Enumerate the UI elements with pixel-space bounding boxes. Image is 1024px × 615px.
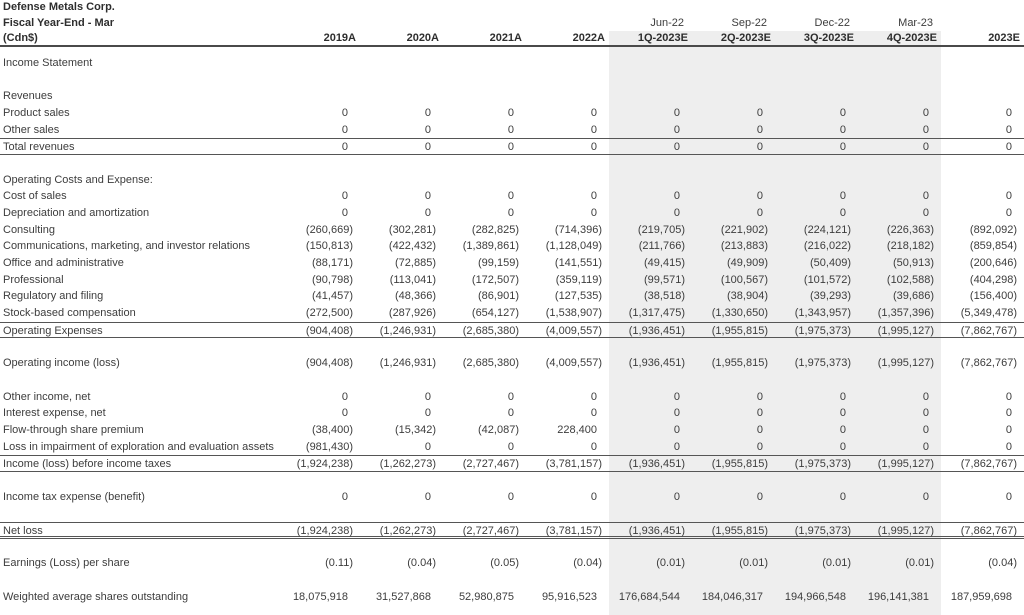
value-cell: (0.04) xyxy=(573,557,602,570)
row-label: Professional xyxy=(3,273,64,286)
value-cell: 0 xyxy=(590,190,597,203)
value-cell: (5,349,478) xyxy=(960,307,1017,320)
value-cell: 0 xyxy=(839,123,846,136)
fiscal-year-end-label: Fiscal Year-End - Mar xyxy=(3,16,115,29)
value-cell: 0 xyxy=(1005,390,1012,403)
value-cell: 0 xyxy=(756,440,763,453)
value-cell: 0 xyxy=(839,390,846,403)
column-header: 2023E xyxy=(988,32,1020,45)
value-cell: (1,936,451) xyxy=(628,357,685,370)
column-header: 2019A xyxy=(323,32,356,45)
table-row xyxy=(0,255,1024,272)
row-label: Income Statement xyxy=(3,56,93,69)
value-cell: (1,995,127) xyxy=(877,324,934,337)
value-cell: 0 xyxy=(424,123,431,136)
value-cell: 0 xyxy=(341,390,348,403)
period-date-header: Sep-22 xyxy=(731,16,767,29)
row-label: Loss in impairment of exploration and evaluation assets xyxy=(3,440,274,453)
table-row xyxy=(0,355,1024,372)
value-cell: (219,705) xyxy=(637,223,685,236)
value-cell: (50,913) xyxy=(893,257,934,270)
value-cell: 0 xyxy=(1005,123,1012,136)
value-cell: 0 xyxy=(507,206,514,219)
value-cell: 184,046,317 xyxy=(701,590,763,603)
value-cell: 0 xyxy=(673,141,680,154)
table-row xyxy=(0,455,1024,472)
value-cell: (404,298) xyxy=(969,273,1017,286)
column-header: 2020A xyxy=(406,32,439,45)
period-date-header: Jun-22 xyxy=(650,16,684,29)
column-header: 1Q-2023E xyxy=(637,32,688,45)
value-cell: (1,955,815) xyxy=(711,357,768,370)
value-cell: 228,400 xyxy=(557,423,597,436)
value-cell: 0 xyxy=(922,206,929,219)
value-cell: (1,995,127) xyxy=(877,357,934,370)
value-cell: 0 xyxy=(756,106,763,119)
value-cell: 0 xyxy=(590,141,597,154)
value-cell: 0 xyxy=(507,440,514,453)
table-row xyxy=(0,105,1024,122)
value-cell: 0 xyxy=(922,390,929,403)
table-row xyxy=(0,288,1024,305)
value-cell: 0 xyxy=(590,440,597,453)
value-cell: (1,330,650) xyxy=(711,307,768,320)
value-cell: 52,980,875 xyxy=(458,590,514,603)
value-cell: (1,389,861) xyxy=(462,240,519,253)
value-cell: 0 xyxy=(922,141,929,154)
value-cell: 0 xyxy=(424,106,431,119)
row-label: Cost of sales xyxy=(3,190,67,203)
header-row-fiscal-and-dates xyxy=(0,16,1024,32)
value-cell: (88,171) xyxy=(312,257,353,270)
value-cell: (654,127) xyxy=(471,307,519,320)
value-cell: 0 xyxy=(922,106,929,119)
row-label: Weighted average shares outstanding xyxy=(3,590,189,603)
value-cell: 0 xyxy=(507,106,514,119)
value-cell: (39,293) xyxy=(810,290,851,303)
value-cell: (0.04) xyxy=(407,557,436,570)
row-label: Office and administrative xyxy=(3,257,124,270)
value-cell: (50,409) xyxy=(810,257,851,270)
column-header: 3Q-2023E xyxy=(803,32,854,45)
value-cell: (1,955,815) xyxy=(711,324,768,337)
value-cell: 0 xyxy=(341,141,348,154)
value-cell: 0 xyxy=(673,490,680,503)
value-cell: (224,121) xyxy=(803,223,851,236)
value-cell: 0 xyxy=(424,141,431,154)
value-cell: (49,415) xyxy=(644,257,685,270)
value-cell: 0 xyxy=(756,490,763,503)
value-cell: (101,572) xyxy=(803,273,851,286)
value-cell: (216,022) xyxy=(803,240,851,253)
table-row xyxy=(0,389,1024,406)
section-row xyxy=(0,172,1024,189)
value-cell: 0 xyxy=(922,490,929,503)
table-row xyxy=(0,222,1024,239)
value-cell: 0 xyxy=(673,190,680,203)
spacer-row xyxy=(0,338,1024,355)
value-cell: 0 xyxy=(756,141,763,154)
statement-body xyxy=(0,47,1024,606)
value-cell: (302,281) xyxy=(388,223,436,236)
table-row xyxy=(0,322,1024,339)
header-row-columns xyxy=(0,31,1024,47)
table-row xyxy=(0,555,1024,572)
value-cell: (1,246,931) xyxy=(379,357,436,370)
value-cell: 0 xyxy=(839,190,846,203)
value-cell: 0 xyxy=(922,123,929,136)
period-date-header: Dec-22 xyxy=(814,16,850,29)
value-cell: 194,966,548 xyxy=(784,590,846,603)
company-name: Defense Metals Corp. xyxy=(3,1,115,13)
table-row xyxy=(0,405,1024,422)
value-cell: 0 xyxy=(507,407,514,420)
row-label: Income tax expense (benefit) xyxy=(3,490,145,503)
value-cell: (1,995,127) xyxy=(877,458,934,471)
value-cell: 0 xyxy=(590,206,597,219)
value-cell: (7,862,767) xyxy=(960,324,1017,337)
currency-label: (Cdn$) xyxy=(3,32,38,45)
spacer-row xyxy=(0,372,1024,389)
row-label: Operating Expenses xyxy=(3,324,103,337)
value-cell: (156,400) xyxy=(969,290,1017,303)
value-cell: (981,430) xyxy=(305,440,353,453)
value-cell: 0 xyxy=(507,141,514,154)
value-cell: 0 xyxy=(507,123,514,136)
value-cell: (359,119) xyxy=(555,273,602,286)
value-cell: (1,955,815) xyxy=(711,525,768,538)
value-cell: 0 xyxy=(341,123,348,136)
table-row xyxy=(0,238,1024,255)
value-cell: (218,182) xyxy=(886,240,934,253)
row-label: Other sales xyxy=(3,123,60,136)
value-cell: 0 xyxy=(507,390,514,403)
value-cell: (172,507) xyxy=(471,273,519,286)
value-cell: 0 xyxy=(839,206,846,219)
value-cell: (1,975,373) xyxy=(794,324,851,337)
value-cell: 0 xyxy=(756,206,763,219)
row-label: Stock-based compensation xyxy=(3,307,136,320)
table-row xyxy=(0,489,1024,506)
row-label: Earnings (Loss) per share xyxy=(3,557,130,570)
value-cell: (7,862,767) xyxy=(960,458,1017,471)
value-cell: (3,781,157) xyxy=(545,458,602,471)
value-cell: 0 xyxy=(756,123,763,136)
value-cell: 0 xyxy=(1005,106,1012,119)
value-cell: 0 xyxy=(922,407,929,420)
value-cell: 0 xyxy=(424,390,431,403)
value-cell: (7,862,767) xyxy=(960,525,1017,538)
value-cell: (1,936,451) xyxy=(628,525,685,538)
value-cell: (141,551) xyxy=(554,257,602,270)
value-cell: (0.11) xyxy=(325,557,353,570)
value-cell: (200,646) xyxy=(969,257,1017,270)
value-cell: 0 xyxy=(839,490,846,503)
section-row xyxy=(0,55,1024,72)
row-label: Revenues xyxy=(3,90,53,103)
header-row-company xyxy=(0,0,1024,16)
value-cell: 0 xyxy=(590,490,597,503)
value-cell: 0 xyxy=(1005,407,1012,420)
value-cell: (0.05) xyxy=(490,557,519,570)
value-cell: (2,685,380) xyxy=(462,357,519,370)
value-cell: 0 xyxy=(424,407,431,420)
value-cell: (1,924,238) xyxy=(296,458,353,471)
value-cell: (127,535) xyxy=(554,290,602,303)
table-row xyxy=(0,439,1024,456)
value-cell: 0 xyxy=(839,440,846,453)
value-cell: (1,262,273) xyxy=(379,525,436,538)
table-row xyxy=(0,122,1024,139)
value-cell: (1,262,273) xyxy=(379,458,436,471)
row-label: Net loss xyxy=(3,525,43,538)
table-row xyxy=(0,422,1024,439)
value-cell: (72,885) xyxy=(395,257,436,270)
value-cell: (1,357,396) xyxy=(877,307,934,320)
row-label: Interest expense, net xyxy=(3,407,106,420)
value-cell: 95,916,523 xyxy=(541,590,597,603)
value-cell: (2,727,467) xyxy=(462,525,519,538)
value-cell: 0 xyxy=(590,407,597,420)
table-row xyxy=(0,205,1024,222)
value-cell: 0 xyxy=(590,390,597,403)
value-cell: 0 xyxy=(507,190,514,203)
spacer-row xyxy=(0,505,1024,522)
value-cell: (260,669) xyxy=(305,223,353,236)
value-cell: (3,781,157) xyxy=(545,525,602,538)
value-cell: 0 xyxy=(756,190,763,203)
value-cell: (272,500) xyxy=(305,307,353,320)
value-cell: 0 xyxy=(1005,206,1012,219)
value-cell: 0 xyxy=(673,390,680,403)
value-cell: (287,926) xyxy=(388,307,436,320)
value-cell: (221,902) xyxy=(720,223,768,236)
value-cell: 0 xyxy=(341,106,348,119)
section-row xyxy=(0,88,1024,105)
value-cell: (2,685,380) xyxy=(462,324,519,337)
period-date-header: Mar-23 xyxy=(898,16,933,29)
row-label: Product sales xyxy=(3,106,70,119)
value-cell: 0 xyxy=(922,440,929,453)
value-cell: (0.01) xyxy=(656,557,685,570)
value-cell: (38,518) xyxy=(644,290,685,303)
row-label: Operating Costs and Expense: xyxy=(3,173,153,186)
value-cell: 0 xyxy=(756,407,763,420)
column-header: 2021A xyxy=(489,32,522,45)
row-label: Regulatory and filing xyxy=(3,290,104,303)
value-cell: (41,457) xyxy=(312,290,353,303)
value-cell: 0 xyxy=(590,123,597,136)
value-cell: 0 xyxy=(341,190,348,203)
value-cell: 0 xyxy=(424,440,431,453)
value-cell: (90,798) xyxy=(312,273,353,286)
spacer-row xyxy=(0,572,1024,589)
value-cell: 0 xyxy=(341,490,348,503)
value-cell: (1,975,373) xyxy=(794,357,851,370)
value-cell: (48,366) xyxy=(395,290,436,303)
value-cell: 0 xyxy=(341,407,348,420)
value-cell: 0 xyxy=(673,123,680,136)
row-label: Other income, net xyxy=(3,390,91,403)
value-cell: (0.01) xyxy=(822,557,851,570)
value-cell: (1,936,451) xyxy=(628,324,685,337)
value-cell: (4,009,557) xyxy=(545,357,602,370)
value-cell: (1,538,907) xyxy=(545,307,602,320)
value-cell: 0 xyxy=(1005,440,1012,453)
value-cell: 0 xyxy=(673,106,680,119)
value-cell: (1,128,049) xyxy=(545,240,602,253)
value-cell: (714,396) xyxy=(554,223,602,236)
value-cell: (892,092) xyxy=(969,223,1017,236)
value-cell: 31,527,868 xyxy=(375,590,431,603)
value-cell: (904,408) xyxy=(305,357,353,370)
value-cell: (100,567) xyxy=(720,273,768,286)
spacer-row xyxy=(0,71,1024,88)
value-cell: 196,141,381 xyxy=(867,590,929,603)
table-row xyxy=(0,589,1024,606)
value-cell: 0 xyxy=(590,106,597,119)
value-cell: 0 xyxy=(673,440,680,453)
value-cell: 0 xyxy=(839,141,846,154)
value-cell: 0 xyxy=(1005,490,1012,503)
row-label: Consulting xyxy=(3,223,55,236)
value-cell: (859,854) xyxy=(969,240,1017,253)
value-cell: (39,686) xyxy=(893,290,934,303)
table-row xyxy=(0,305,1024,322)
value-cell: 0 xyxy=(922,423,929,436)
value-cell: 0 xyxy=(756,390,763,403)
value-cell: (226,363) xyxy=(886,223,934,236)
value-cell: (99,571) xyxy=(644,273,685,286)
table-row xyxy=(0,188,1024,205)
column-header: 2022A xyxy=(572,32,605,45)
value-cell: 0 xyxy=(839,106,846,119)
value-cell: (1,995,127) xyxy=(877,525,934,538)
value-cell: (99,159) xyxy=(478,257,519,270)
value-cell: (904,408) xyxy=(305,324,353,337)
value-cell: (0.01) xyxy=(739,557,768,570)
column-header: 4Q-2023E xyxy=(886,32,937,45)
value-cell: 0 xyxy=(424,190,431,203)
value-cell: 0 xyxy=(1005,190,1012,203)
row-label: Operating income (loss) xyxy=(3,357,120,370)
value-cell: 0 xyxy=(922,190,929,203)
value-cell: 0 xyxy=(673,407,680,420)
value-cell: (422,432) xyxy=(388,240,436,253)
row-label: Communications, marketing, and investor relations xyxy=(3,240,251,253)
value-cell: (38,904) xyxy=(727,290,768,303)
value-cell: 187,959,698 xyxy=(950,590,1012,603)
value-cell: 0 xyxy=(673,206,680,219)
row-label: Flow-through share premium xyxy=(3,423,144,436)
value-cell: (1,317,475) xyxy=(628,307,685,320)
value-cell: (49,909) xyxy=(727,257,768,270)
row-label: Total revenues xyxy=(3,141,75,154)
value-cell: (150,813) xyxy=(305,240,353,253)
table-row xyxy=(0,522,1024,539)
value-cell: 176,684,544 xyxy=(618,590,680,603)
value-cell: 0 xyxy=(839,407,846,420)
spacer-row xyxy=(0,539,1024,556)
value-cell: 0 xyxy=(1005,423,1012,436)
value-cell: 0 xyxy=(507,490,514,503)
value-cell: (86,901) xyxy=(478,290,519,303)
value-cell: 0 xyxy=(839,423,846,436)
value-cell: (1,975,373) xyxy=(794,525,851,538)
column-header: 2Q-2023E xyxy=(720,32,771,45)
value-cell: 0 xyxy=(756,423,763,436)
value-cell: (102,588) xyxy=(886,273,934,286)
value-cell: (1,936,451) xyxy=(628,458,685,471)
value-cell: (38,400) xyxy=(312,423,353,436)
value-cell: (4,009,557) xyxy=(545,324,602,337)
spacer-row xyxy=(0,472,1024,489)
table-row xyxy=(0,272,1024,289)
value-cell: (1,246,931) xyxy=(379,324,436,337)
table-row xyxy=(0,138,1024,155)
value-cell: (211,766) xyxy=(638,240,685,253)
value-cell: (15,342) xyxy=(395,423,436,436)
value-cell: 18,075,918 xyxy=(292,590,348,603)
value-cell: (1,343,957) xyxy=(794,307,851,320)
value-cell: (1,924,238) xyxy=(296,525,353,538)
value-cell: 0 xyxy=(1005,141,1012,154)
row-label: Depreciation and amortization xyxy=(3,206,150,219)
spacer-row xyxy=(0,155,1024,172)
value-cell: (1,955,815) xyxy=(711,458,768,471)
value-cell: 0 xyxy=(341,206,348,219)
value-cell: (2,727,467) xyxy=(462,458,519,471)
value-cell: (213,883) xyxy=(720,240,768,253)
value-cell: (42,087) xyxy=(478,423,519,436)
value-cell: 0 xyxy=(673,423,680,436)
value-cell: 0 xyxy=(424,490,431,503)
value-cell: (0.01) xyxy=(905,557,934,570)
value-cell: 0 xyxy=(424,206,431,219)
row-label: Income (loss) before income taxes xyxy=(3,458,172,471)
value-cell: (113,041) xyxy=(389,273,436,286)
value-cell: (282,825) xyxy=(471,223,519,236)
value-cell: (0.04) xyxy=(988,557,1017,570)
value-cell: (1,975,373) xyxy=(794,458,851,471)
value-cell: (7,862,767) xyxy=(960,357,1017,370)
